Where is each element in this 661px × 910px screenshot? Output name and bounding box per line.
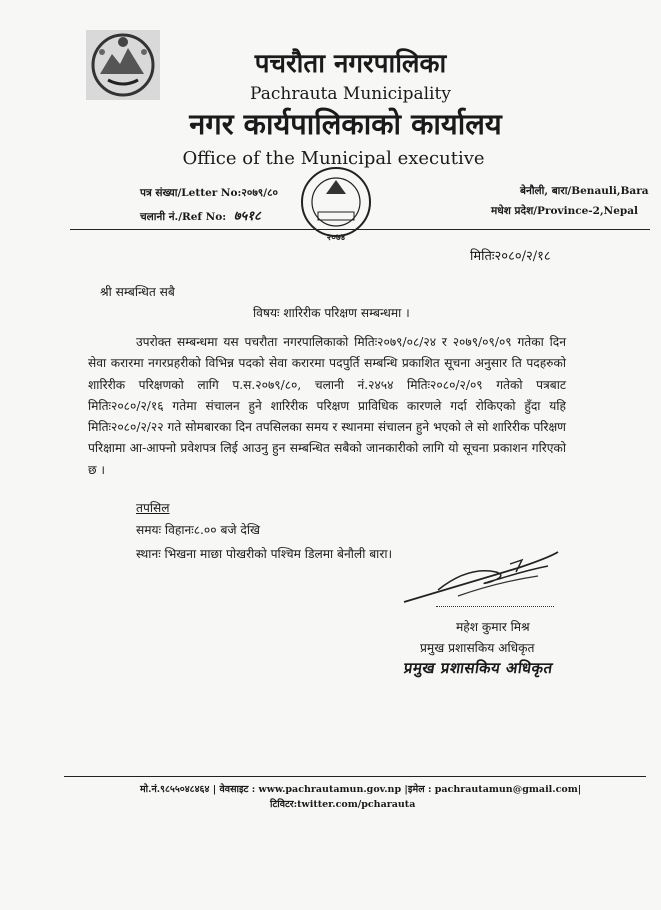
footer-twitter: टिविटर:twitter.com/pcharauta <box>270 799 416 810</box>
details-time: समयः विहानः८.०० बजे देखि <box>136 523 260 537</box>
handwritten-signature <box>398 546 568 608</box>
subject: विषयः शारिरीक परिक्षण सम्बन्धमा । <box>253 306 410 320</box>
recipient: श्री सम्बन्धित सबै <box>100 285 175 299</box>
ref-number <box>140 206 261 224</box>
office-title-nepali: नगर कार्यपालिकाको कार्यालय <box>189 107 502 141</box>
details-place: स्थानः भिखना माछा पोखरीको पश्चिम डिलमा बेनौली बारा। <box>136 547 393 561</box>
footer-divider <box>64 776 646 777</box>
header-divider <box>70 229 650 230</box>
ref-number-value: ७५१८ <box>233 209 261 224</box>
letter-number: पत्र संख्या/Letter No:२०७९/८० <box>140 187 279 199</box>
details-heading: तपसिल <box>136 501 170 515</box>
office-seal <box>292 160 380 246</box>
municipality-title-nepali: पचरौता नगरपालिका <box>254 49 447 79</box>
signatory-title: प्रमुख प्रशासकिय अधिकृत <box>420 641 535 655</box>
footer-contact: मो.नं.९८५५०४८४६४ | वेवसाइट : www.pachrautamun.gov.np |इमेल : pachrautamun@gmail.com| <box>140 784 582 795</box>
ref-number-label: चलानी नं./Ref No: <box>140 211 227 223</box>
svg-text:२०७४: २०७४ <box>326 233 346 243</box>
address-line-2: मधेश प्रदेश/Province-2,Nepal <box>491 205 639 217</box>
office-title-english: Office of the Municipal executive <box>182 148 485 169</box>
signature-line <box>436 606 554 607</box>
signatory-name: महेश कुमार मिश्र <box>456 620 530 634</box>
municipality-title-english: Pachrauta Municipality <box>250 84 451 104</box>
address-line-1: बेनौली, बारा/Benauli,Bara <box>520 185 649 197</box>
body-paragraph: उपरोक्त सम्बन्धमा यस पचरौता नगरपालिकाको मितिः२०७९/०८/२४ र २०७९/०९/०९ गतेका दिन सेवा करारमा नगरप्रहरीको विभिन्न पदको सेवा करारमा पदपुर्ति सम्बन्धि प्रकाशित सूचना अनुसार ति पदहरुको शारिरीक परिक्षणको लागि प.स.२०७९/८०, चलानी नं.२४५४ मितिः२०८०/२/०९ गतेको पत्रबाट मितिः२०८०/२/१६ गतेमा संचालन हुने शारिरीक परिक्षण प्राविधिक कारणले गर्दा रोकिएको हुँदा यहि मितिः२०८०/२/२२ गते सोमबारका दिन तपसिलका समय र स्थानमा संचालन हुने भएको ले सो शारिरीक परिक्षण परिक्षामा आ-आफ्नो प्रवेशपत्र लिई आउनु हुन सम्बन्धित सबैको जानकारीको लागि यो सूचना प्रकाशन गरिएको छ । <box>88 335 566 477</box>
signatory-stamp: प्रमुख प्रशासकिय अधिकृत <box>402 659 554 677</box>
letter-date: मितिः२०८०/२/१८ <box>470 249 551 264</box>
